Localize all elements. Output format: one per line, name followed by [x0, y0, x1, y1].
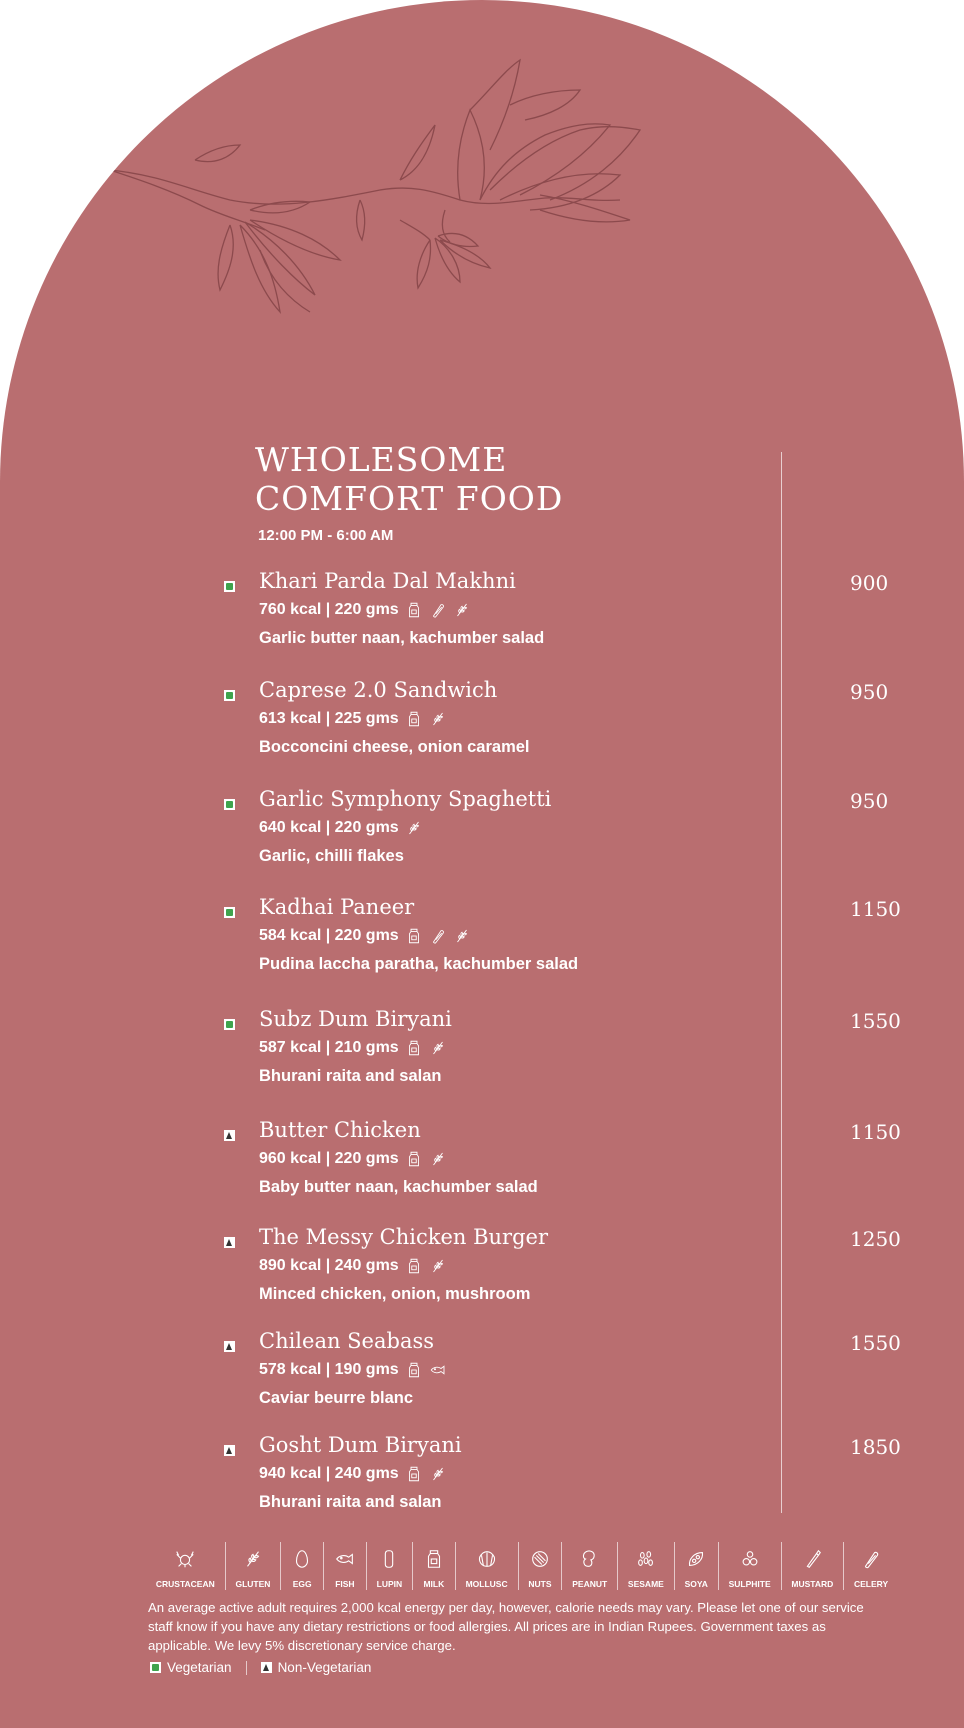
menu-item	[0, 1007, 964, 1111]
milk-icon	[405, 1150, 423, 1168]
allergen-label: GLUTEN	[235, 1579, 271, 1589]
item-name: Gosht Dum Biryani	[259, 1433, 462, 1457]
milk-icon	[405, 1361, 423, 1379]
item-description: Baby butter naan, kachumber salad	[259, 1178, 538, 1196]
menu-item	[0, 678, 964, 782]
magnolia-branch-illustration	[100, 50, 680, 360]
menu-item	[0, 787, 964, 891]
item-meta	[259, 927, 471, 945]
item-nutrition: 960 kcal | 220 gms	[259, 1150, 399, 1167]
veg-indicator-icon	[224, 690, 235, 701]
item-description: Bhurani raita and salan	[259, 1493, 442, 1511]
allergen-label: CELERY	[853, 1579, 889, 1589]
item-price: 1250	[850, 1227, 901, 1251]
item-name: Kadhai Paneer	[259, 895, 415, 919]
item-description: Bhurani raita and salan	[259, 1067, 442, 1085]
milk-icon	[423, 1548, 445, 1575]
item-meta	[259, 819, 423, 837]
fish-icon	[334, 1548, 356, 1575]
item-description: Garlic, chilli flakes	[259, 847, 404, 865]
page-title	[255, 440, 563, 518]
allergen-egg	[281, 1542, 324, 1590]
sulphite-icon	[739, 1548, 761, 1575]
item-meta	[259, 1150, 447, 1168]
menu-item	[0, 569, 964, 673]
allergen-fish	[324, 1542, 367, 1590]
item-meta	[259, 601, 471, 619]
menu-item	[0, 1225, 964, 1329]
allergen-label: MUSTARD	[791, 1579, 834, 1589]
milk-icon	[405, 710, 423, 728]
mustard-icon	[801, 1548, 823, 1575]
item-name: The Messy Chicken Burger	[259, 1225, 548, 1249]
item-meta	[259, 1361, 447, 1379]
milk-icon	[405, 927, 423, 945]
allergen-soya	[675, 1542, 719, 1590]
item-nutrition: 890 kcal | 240 gms	[259, 1257, 399, 1274]
item-price: 950	[850, 789, 889, 813]
item-description: Pudina laccha paratha, kachumber salad	[259, 955, 579, 973]
celery-icon	[860, 1548, 882, 1575]
item-description: Bocconcini cheese, onion caramel	[259, 738, 530, 756]
item-description: Caviar beurre blanc	[259, 1389, 414, 1407]
item-price: 1150	[850, 897, 901, 921]
gluten-icon	[429, 710, 447, 728]
veg-indicator-icon	[224, 907, 235, 918]
menu-item	[0, 1118, 964, 1222]
item-name: Subz Dum Biryani	[259, 1007, 452, 1031]
diet-legend	[150, 1660, 371, 1675]
allergen-label: PEANUT	[572, 1579, 608, 1589]
item-nutrition: 587 kcal | 210 gms	[259, 1039, 399, 1056]
item-name: Butter Chicken	[259, 1118, 421, 1142]
item-nutrition: 760 kcal | 220 gms	[259, 601, 399, 618]
nonveg-indicator-icon	[224, 1237, 235, 1248]
nonveg-indicator-icon	[224, 1130, 235, 1141]
footer-note: An average active adult requires 2,000 kcal energy per day, however, calorie needs may vary. Please let one of our service staff know if you have any dietary restrictions or food allergies. All prices are in Indian Rupees. Government taxes as applicable. We levy 5% discretionary service charge.	[148, 1600, 864, 1653]
egg-icon	[291, 1548, 313, 1575]
item-description: Garlic butter naan, kachumber salad	[259, 629, 545, 647]
sesame-icon	[635, 1548, 657, 1575]
veg-indicator-icon	[224, 581, 235, 592]
item-price: 1850	[850, 1435, 901, 1459]
milk-icon	[405, 601, 423, 619]
milk-icon	[405, 1257, 423, 1275]
gluten-icon	[453, 927, 471, 945]
allergen-sesame	[618, 1542, 675, 1590]
veg-indicator-icon	[224, 1019, 235, 1030]
menu-item	[0, 895, 964, 999]
allergen-milk	[413, 1542, 456, 1590]
gluten-icon	[429, 1465, 447, 1483]
gluten-icon	[429, 1150, 447, 1168]
nonveg-indicator-icon	[261, 1662, 272, 1673]
mollusc-icon	[476, 1548, 498, 1575]
item-meta	[259, 710, 447, 728]
item-name: Caprese 2.0 Sandwich	[259, 678, 498, 702]
item-nutrition: 613 kcal | 225 gms	[259, 710, 399, 727]
allergen-label: NUTS	[528, 1579, 552, 1589]
lupin-icon	[378, 1548, 400, 1575]
allergen-nuts	[519, 1542, 563, 1590]
legend-divider	[246, 1661, 247, 1675]
item-meta	[259, 1465, 447, 1483]
item-nutrition: 584 kcal | 220 gms	[259, 927, 399, 944]
peanut-icon	[579, 1548, 601, 1575]
celery-icon	[429, 927, 447, 945]
allergen-label: SOYA	[684, 1579, 708, 1589]
item-meta	[259, 1257, 447, 1275]
allergen-mustard	[782, 1542, 845, 1590]
nonveg-indicator-icon	[224, 1445, 235, 1456]
item-nutrition: 578 kcal | 190 gms	[259, 1361, 399, 1378]
celery-icon	[429, 601, 447, 619]
item-price: 1550	[850, 1331, 901, 1355]
item-nutrition: 940 kcal | 240 gms	[259, 1465, 399, 1482]
gluten-icon	[453, 601, 471, 619]
item-price: 900	[850, 571, 889, 595]
nuts-icon	[529, 1548, 551, 1575]
menu-item	[0, 1433, 964, 1537]
item-description: Minced chicken, onion, mushroom	[259, 1285, 531, 1303]
gluten-icon	[429, 1257, 447, 1275]
item-price: 1150	[850, 1120, 901, 1144]
legend-nonveg-label: Non-Vegetarian	[277, 1660, 372, 1675]
item-name: Chilean Seabass	[259, 1329, 435, 1353]
milk-icon	[405, 1039, 423, 1057]
veg-indicator-icon	[224, 799, 235, 810]
allergen-gluten	[226, 1542, 282, 1590]
allergen-label: FISH	[335, 1579, 355, 1589]
item-name: Garlic Symphony Spaghetti	[259, 787, 552, 811]
service-hours: 12:00 PM - 6:00 AM	[258, 527, 394, 544]
allergen-crustacean	[146, 1542, 226, 1590]
allergen-mollusc	[456, 1542, 519, 1590]
allergen-label: MILK	[423, 1579, 445, 1589]
gluten-icon	[242, 1548, 264, 1575]
gluten-icon	[405, 819, 423, 837]
fish-icon	[429, 1361, 447, 1379]
allergen-celery	[844, 1542, 898, 1590]
item-price: 1550	[850, 1009, 901, 1033]
allergen-label: EGG	[292, 1579, 312, 1589]
item-meta	[259, 1039, 447, 1057]
veg-indicator-icon	[150, 1662, 161, 1673]
milk-icon	[405, 1465, 423, 1483]
allergen-label: CRUSTACEAN	[155, 1579, 215, 1589]
allergen-sulphite	[719, 1542, 782, 1590]
soya-icon	[685, 1548, 707, 1575]
title-line-2: COMFORT FOOD	[255, 479, 564, 518]
allergen-label: SESAME	[627, 1579, 664, 1589]
allergen-lupin	[367, 1542, 413, 1590]
allergen-peanut	[562, 1542, 618, 1590]
gluten-icon	[429, 1039, 447, 1057]
allergen-label: LUPIN	[376, 1579, 403, 1589]
crustacean-icon	[174, 1548, 196, 1575]
item-price: 950	[850, 680, 889, 704]
menu-item	[0, 1329, 964, 1433]
legend-veg-label: Vegetarian	[167, 1660, 232, 1675]
allergen-key	[146, 1542, 898, 1590]
item-name: Khari Parda Dal Makhni	[259, 569, 516, 593]
title-line-1: WHOLESOME	[255, 440, 508, 479]
allergen-label: MOLLUSC	[465, 1579, 508, 1589]
allergen-label: SULPHITE	[728, 1579, 771, 1589]
item-nutrition: 640 kcal | 220 gms	[259, 819, 399, 836]
nonveg-indicator-icon	[224, 1341, 235, 1352]
